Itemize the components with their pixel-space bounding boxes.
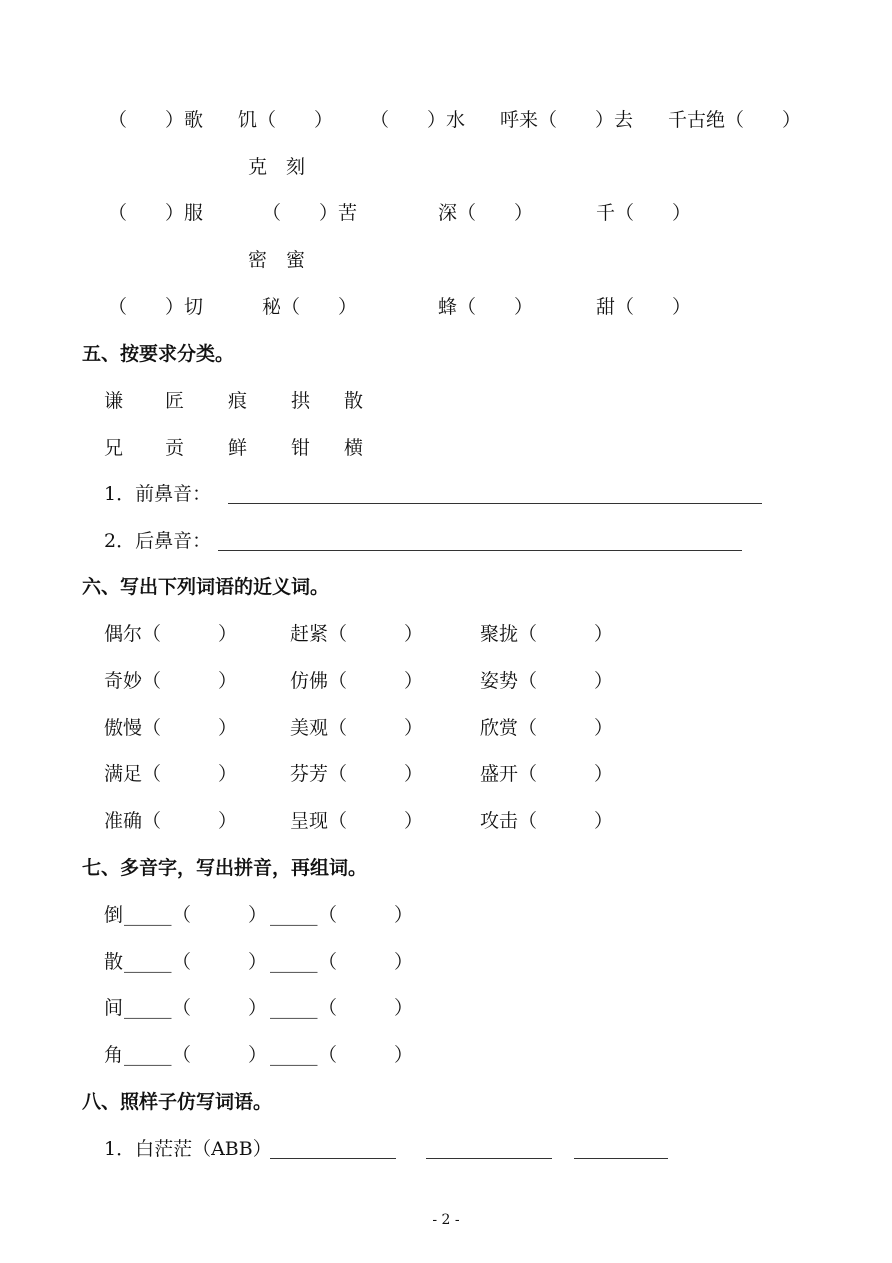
question-label: 2．后鼻音： [104, 530, 212, 552]
char-item: 痕 [228, 390, 248, 412]
synonym-item: 呈现（ ） [290, 810, 424, 832]
synonym-item: 欣赏（ ） [480, 717, 614, 739]
pinyin-blank[interactable]: _____ [124, 951, 172, 973]
fill-item: 呼来（ ）去 [500, 109, 634, 131]
char-item: 拱 [291, 390, 311, 412]
word-paren[interactable]: （ ） [172, 997, 268, 1019]
fill-item: （ ）歌 [108, 109, 204, 131]
char-item: 散 [344, 390, 364, 412]
fill-item: 深（ ） [438, 202, 534, 224]
polyphone-char: 倒 [104, 904, 124, 926]
fill-item: （ ）水 [370, 109, 466, 131]
synonym-item: 盛开（ ） [480, 763, 614, 785]
synonym-item: 准确（ ） [104, 810, 238, 832]
section-heading-6: 六、写出下列词语的近义词。 [82, 576, 330, 598]
fill-item: 秘（ ） [262, 296, 358, 318]
question-label: 1．前鼻音： [104, 483, 212, 505]
polyphone-char: 散 [104, 951, 124, 973]
synonym-item: 奇妙（ ） [104, 670, 238, 692]
fill-item: （ ）服 [108, 202, 204, 224]
word-paren[interactable]: （ ） [318, 1044, 414, 1066]
word-paren[interactable]: （ ） [318, 951, 414, 973]
synonym-item: 美观（ ） [290, 717, 424, 739]
word-paren[interactable]: （ ） [172, 1044, 268, 1066]
example-label: 1．白茫茫（ABB） [104, 1138, 272, 1160]
synonym-item: 赶紧（ ） [290, 623, 424, 645]
word-paren[interactable]: （ ） [318, 997, 414, 1019]
answer-line[interactable] [426, 1158, 552, 1159]
section-heading-5: 五、按要求分类。 [82, 343, 235, 365]
word-paren[interactable]: （ ） [318, 904, 414, 926]
synonym-item: 偶尔（ ） [104, 623, 238, 645]
synonym-item: 傲慢（ ） [104, 717, 238, 739]
char-item: 谦 [104, 390, 124, 412]
fill-item: （ ）苦 [262, 202, 358, 224]
section-heading-8: 八、照样子仿写词语。 [82, 1091, 273, 1113]
synonym-item: 姿势（ ） [480, 670, 614, 692]
word-paren[interactable]: （ ） [172, 904, 268, 926]
char-item: 兄 [104, 437, 124, 459]
char-item: 钳 [291, 437, 311, 459]
pinyin-blank[interactable]: _____ [124, 997, 172, 1019]
fill-item: （ ）切 [108, 296, 204, 318]
page-number: - 2 - [432, 1212, 460, 1228]
char-item: 横 [344, 437, 364, 459]
answer-line[interactable] [574, 1158, 668, 1159]
pinyin-blank[interactable]: _____ [270, 1044, 318, 1066]
synonym-item: 聚拢（ ） [480, 623, 614, 645]
word-paren[interactable]: （ ） [172, 951, 268, 973]
answer-line[interactable] [228, 503, 762, 504]
fill-item: 蜂（ ） [438, 296, 534, 318]
polyphone-char: 角 [104, 1044, 124, 1066]
synonym-item: 芬芳（ ） [290, 763, 424, 785]
fill-item: 甜（ ） [596, 296, 692, 318]
char-item: 匠 [165, 390, 185, 412]
fill-item: 饥（ ） [238, 109, 334, 131]
fill-item: 千古绝（ ） [668, 109, 802, 131]
synonym-item: 仿佛（ ） [290, 670, 424, 692]
answer-line[interactable] [270, 1158, 396, 1159]
pinyin-blank[interactable]: _____ [270, 951, 318, 973]
pinyin-blank[interactable]: _____ [124, 1044, 172, 1066]
synonym-item: 满足（ ） [104, 763, 238, 785]
pinyin-blank[interactable]: _____ [124, 904, 172, 926]
pinyin-blank[interactable]: _____ [270, 904, 318, 926]
char-item: 鲜 [228, 437, 248, 459]
char-item: 贡 [165, 437, 185, 459]
word-hint: 密 蜜 [248, 249, 306, 271]
pinyin-blank[interactable]: _____ [270, 997, 318, 1019]
synonym-item: 攻击（ ） [480, 810, 614, 832]
word-hint: 克 刻 [248, 156, 306, 178]
polyphone-char: 间 [104, 997, 124, 1019]
fill-item: 千（ ） [596, 202, 692, 224]
section-heading-7: 七、多音字，写出拼音，再组词。 [82, 857, 368, 879]
answer-line[interactable] [218, 550, 742, 551]
